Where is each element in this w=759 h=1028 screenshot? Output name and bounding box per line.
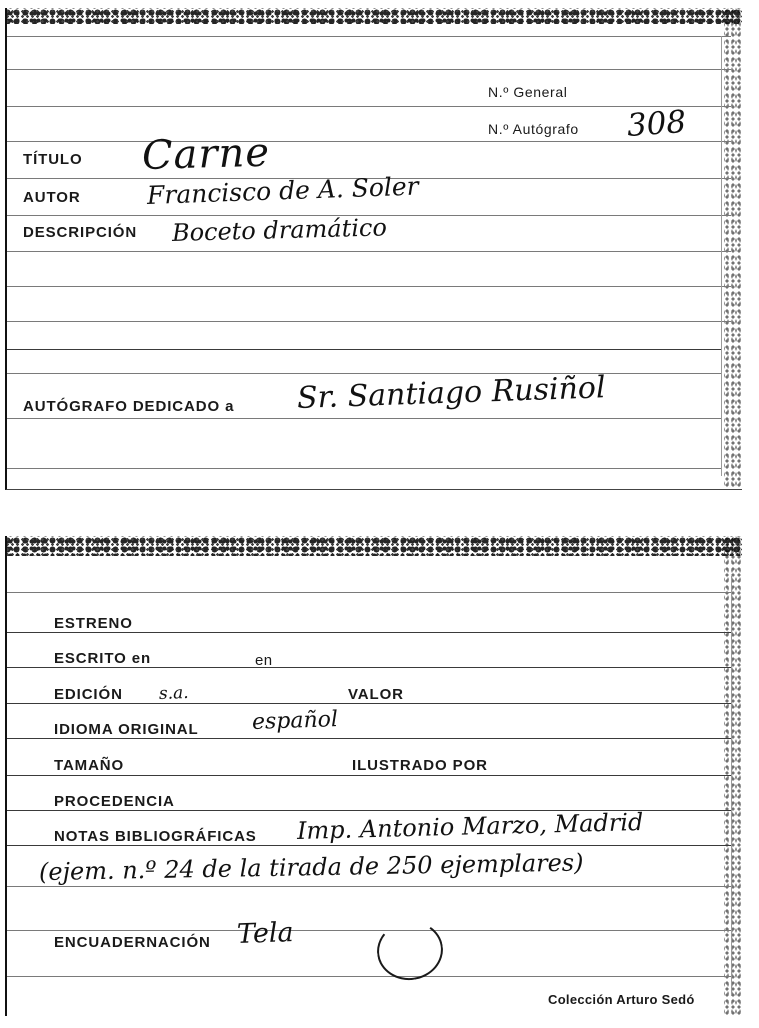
autor-value: Francisco de A. Soler xyxy=(146,171,420,210)
scan-edge-noise-right-2 xyxy=(724,536,742,1016)
scan-edge-noise-right xyxy=(724,8,742,489)
rule xyxy=(7,468,721,469)
scan-edge-noise-top xyxy=(7,8,742,24)
rule xyxy=(7,349,721,350)
encuadernacion-value: Tela xyxy=(236,917,295,950)
estreno-label: ESTRENO xyxy=(54,615,133,632)
scan-edge-noise-top-2 xyxy=(7,536,742,556)
rule xyxy=(7,141,731,142)
top-catalog-card xyxy=(5,8,742,490)
rule xyxy=(7,845,731,846)
n-general-label: N.º General xyxy=(488,84,568,100)
idioma-label: IDIOMA ORIGINAL xyxy=(54,721,199,738)
descripcion-value: Boceto dramático xyxy=(171,213,388,247)
titulo-value: Carne xyxy=(141,129,271,179)
rule xyxy=(7,321,731,322)
bottom-catalog-card xyxy=(5,536,742,1016)
collection-credit: Colección Arturo Sedó xyxy=(548,992,695,1007)
n-autografo-value: 308 xyxy=(625,103,688,144)
rule xyxy=(7,36,731,37)
titulo-label: TÍTULO xyxy=(23,151,83,168)
notas-value-line-1: Imp. Antonio Marzo, Madrid xyxy=(296,807,644,845)
margin-rule xyxy=(721,36,722,476)
tamano-label: TAMAÑO xyxy=(54,757,125,774)
margin-rule xyxy=(731,576,732,996)
notas-label: NOTAS BIBLIOGRÁFICAS xyxy=(54,828,257,845)
rule xyxy=(7,69,731,70)
autor-label: AUTOR xyxy=(23,189,81,206)
procedencia-label: PROCEDENCIA xyxy=(54,793,175,810)
idioma-value: español xyxy=(251,707,339,735)
ilustrado-label: ILUSTRADO POR xyxy=(352,757,488,774)
escrito-label: ESCRITO en xyxy=(54,650,152,667)
n-autografo-label: N.º Autógrafo xyxy=(488,121,579,137)
rule xyxy=(7,418,721,419)
notas-value-line-2: (ejem. n.º 24 de la tirada de 250 ejemplares) xyxy=(38,848,584,886)
dedicado-label: AUTÓGRAFO DEDICADO a xyxy=(23,398,235,415)
rule xyxy=(7,703,731,704)
rule xyxy=(7,106,731,107)
valor-label: VALOR xyxy=(348,686,404,703)
rule xyxy=(7,373,721,374)
rule xyxy=(7,930,731,931)
edicion-value: s.a. xyxy=(158,682,190,704)
rule xyxy=(7,251,731,252)
encuadernacion-label: ENCUADERNACIÓN xyxy=(54,934,211,951)
rule xyxy=(7,632,731,633)
dedicado-value: Sr. Santiago Rusiñol xyxy=(296,370,607,416)
rule xyxy=(7,886,731,887)
escrito-en-label: en xyxy=(255,652,273,669)
rule xyxy=(7,667,731,668)
ink-stamp-circle xyxy=(373,917,447,985)
rule xyxy=(7,738,731,739)
rule xyxy=(7,286,731,287)
rule xyxy=(7,976,731,977)
rule xyxy=(7,592,731,593)
rule xyxy=(7,775,731,776)
edicion-label: EDICIÓN xyxy=(54,686,123,703)
descripcion-label: DESCRIPCIÓN xyxy=(23,224,138,241)
